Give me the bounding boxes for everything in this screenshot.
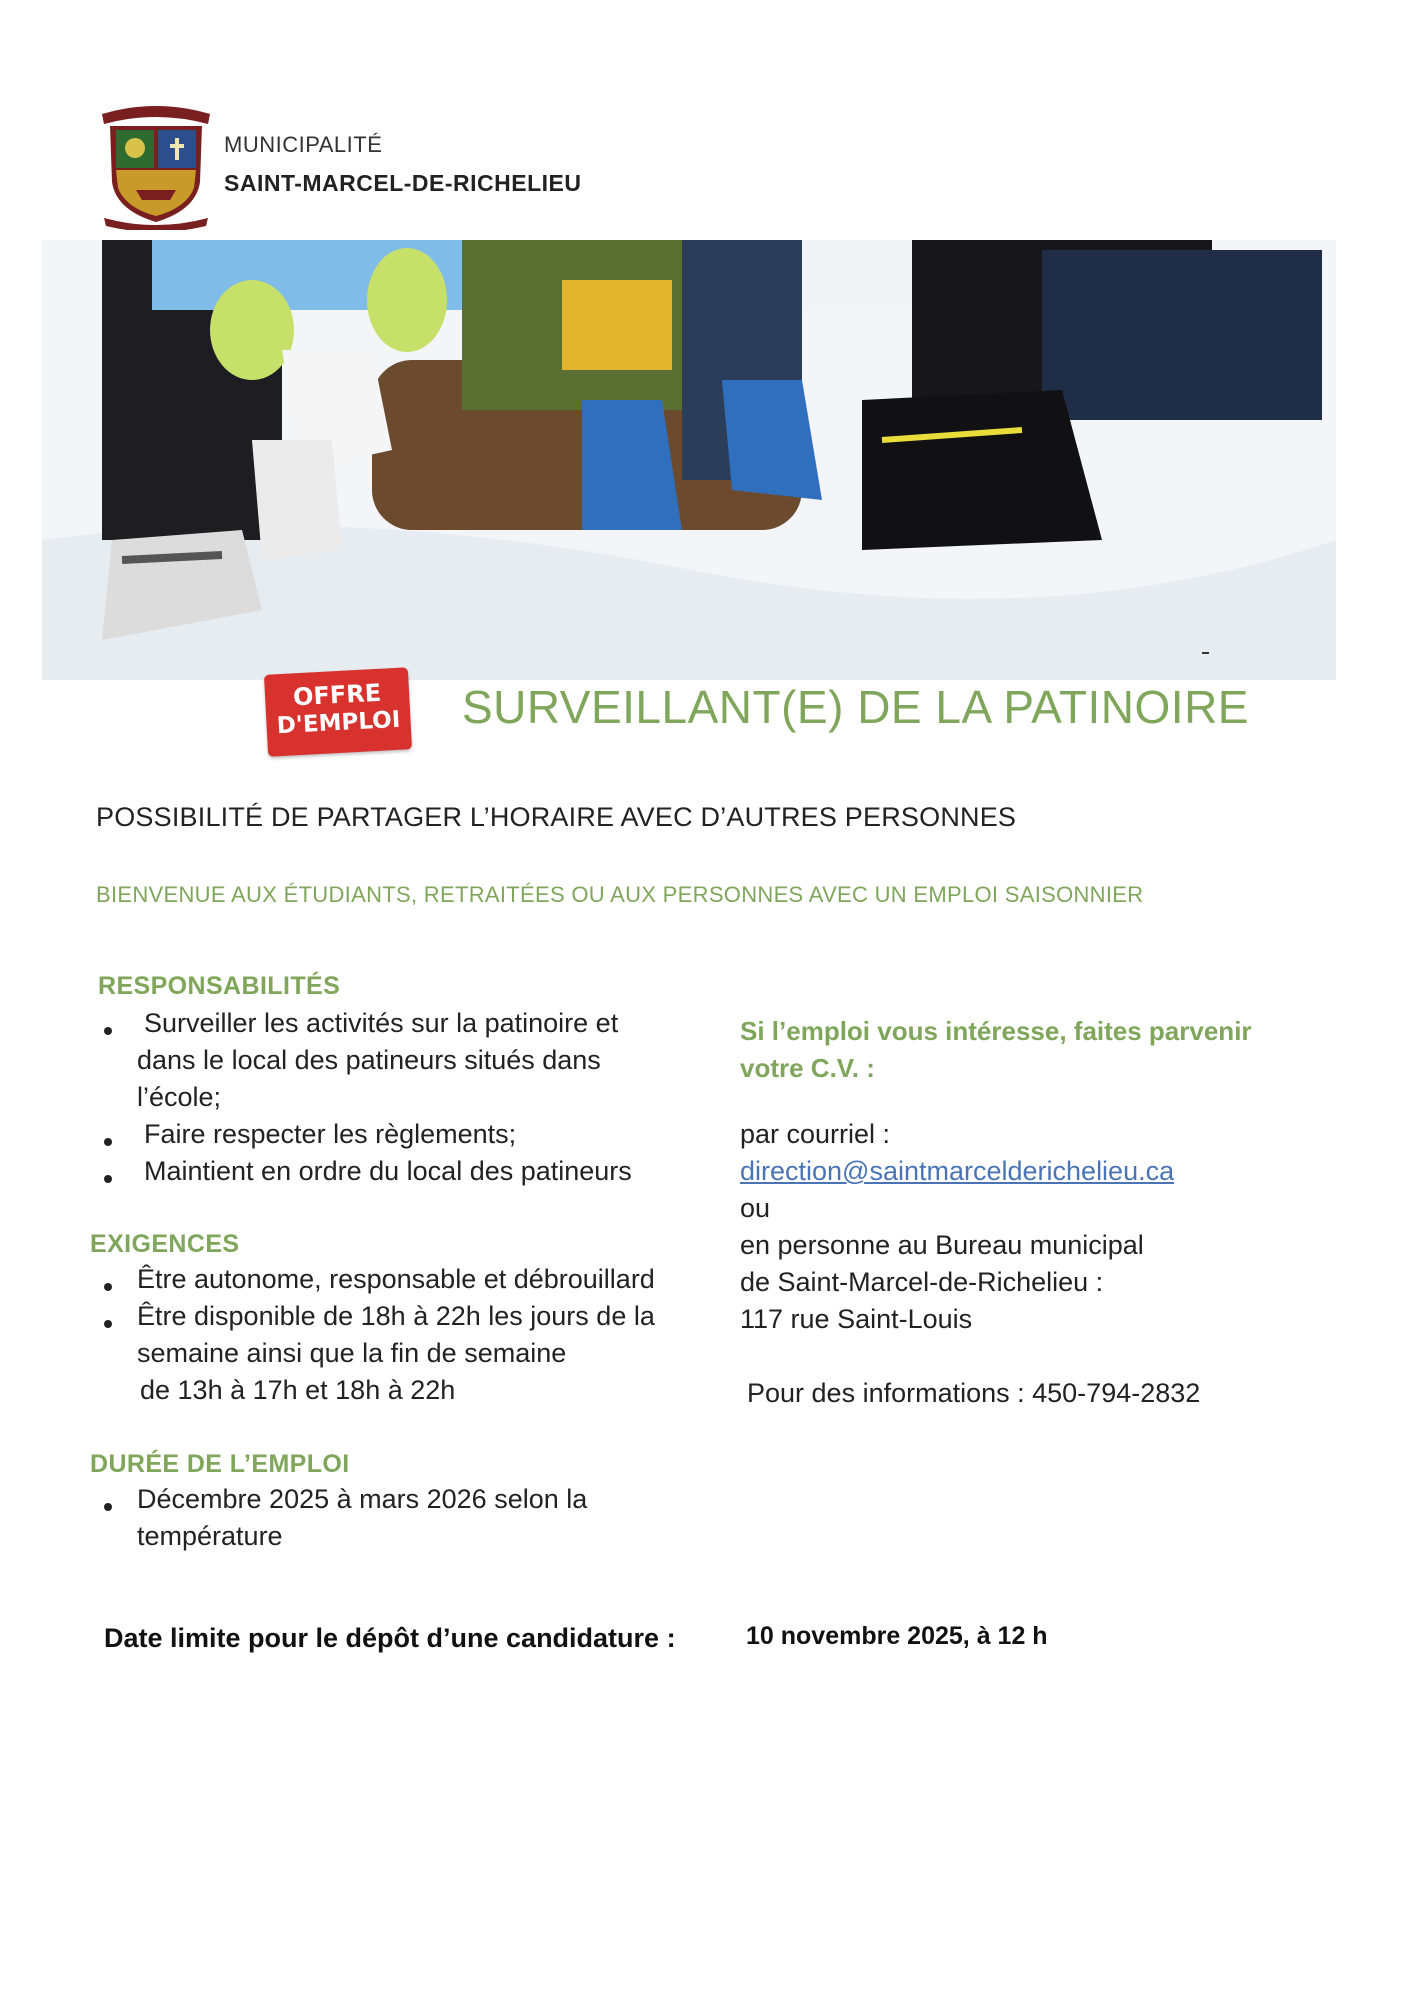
bullet: [104, 1283, 112, 1291]
bullet: [104, 1138, 112, 1146]
municipality-name: SAINT-MARCEL-DE-RICHELIEU: [224, 170, 582, 196]
resp-item-2: Faire respecter les règlements;: [144, 1119, 517, 1149]
municipality-label: MUNICIPALITÉ: [224, 132, 383, 157]
resp-item-1-line-2: dans le local des patineurs situés dans: [137, 1045, 601, 1075]
exig-item-2-line-3: de 13h à 17h et 18h à 22h: [140, 1375, 456, 1405]
section-heading-duree: DURÉE DE L’EMPLOI: [90, 1450, 350, 1478]
email-link[interactable]: direction@saintmarcelderichelieu.ca: [740, 1156, 1175, 1186]
exig-item-1: Être autonome, responsable et débrouillard: [137, 1264, 655, 1294]
duree-item-line-2: température: [137, 1521, 283, 1551]
bullet: [104, 1320, 112, 1328]
job-offer-badge: [264, 667, 412, 756]
bullet: [104, 1175, 112, 1183]
resp-item-1-line-1: Surveiller les activités sur la patinoire et: [144, 1008, 619, 1038]
deadline-label: Date limite pour le dépôt d’une candidature :: [104, 1623, 676, 1653]
section-heading-exigences: EXIGENCES: [90, 1230, 240, 1258]
skaters-photo: [42, 240, 1336, 680]
deadline-value: 10 novembre 2025, à 12 h: [746, 1622, 1048, 1650]
apply-line-2: votre C.V. :: [740, 1053, 875, 1083]
exig-item-2-line-1: Être disponible de 18h à 22h les jours de la: [137, 1301, 655, 1331]
resp-item-1-line-3: l’école;: [137, 1082, 222, 1112]
share-schedule-line: POSSIBILITÉ DE PARTAGER L’HORAIRE AVEC D’AUTRES PERSONNES: [96, 802, 1017, 832]
by-email-label: par courriel :: [740, 1119, 891, 1149]
info-phone: Pour des informations : 450-794-2832: [747, 1378, 1201, 1408]
section-heading-responsabilites: RESPONSABILITÉS: [98, 972, 341, 1000]
apply-instructions: [740, 1013, 1340, 1087]
municipal-crest-logo: [96, 100, 216, 230]
resp-item-3: Maintient en ordre du local des patineurs: [144, 1156, 632, 1186]
job-title: SURVEILLANT(E) DE LA PATINOIRE: [462, 681, 1249, 733]
welcome-line: BIENVENUE AUX ÉTUDIANTS, RETRAITÉES OU AUX PERSONNES AVEC UN EMPLOI SAISONNIER: [96, 882, 1144, 907]
apply-line-1: Si l’emploi vous intéresse, faites parvenir: [740, 1016, 1252, 1046]
address: 117 rue Saint-Louis: [740, 1304, 973, 1334]
duree-item-line-1: Décembre 2025 à mars 2026 selon la: [137, 1484, 588, 1514]
stray-dash: [1202, 652, 1209, 654]
or-label: ou: [740, 1193, 771, 1223]
in-person-line-1: en personne au Bureau municipal: [740, 1230, 1144, 1260]
exig-item-2-line-2: semaine ainsi que la fin de semaine: [137, 1338, 567, 1368]
badge-line-1: OFFRE: [292, 678, 382, 712]
bullet: [104, 1027, 112, 1035]
in-person-line-2: de Saint-Marcel-de-Richelieu :: [740, 1267, 1104, 1297]
bullet: [104, 1503, 112, 1511]
badge-line-2: D'EMPLOI: [276, 706, 401, 740]
